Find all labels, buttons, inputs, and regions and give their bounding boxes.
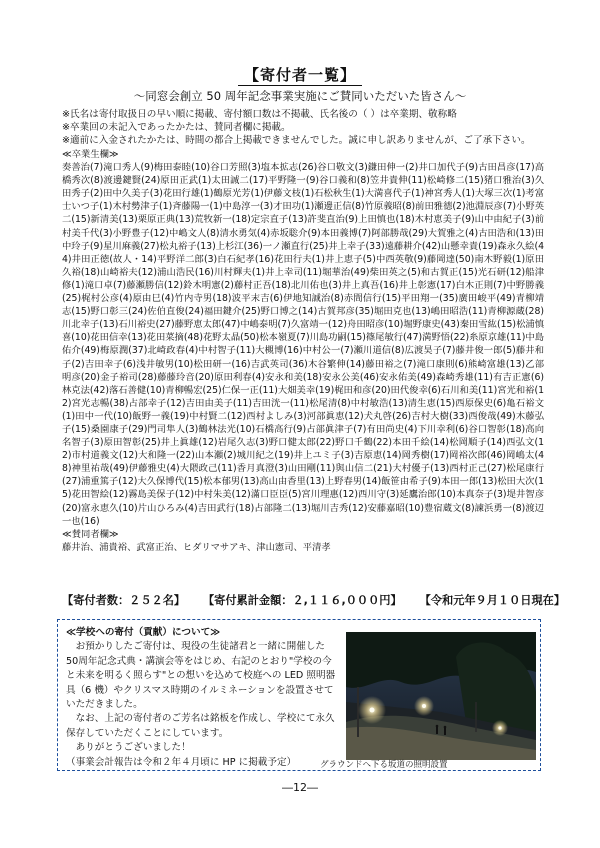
contribution-paragraph: なお、上記の寄付者のご芳名は銘板を作成し、学校にて永久保存していただくことにしています。 <box>66 713 335 739</box>
notes <box>62 108 562 147</box>
supporters-heading: ≪賛同者欄≫ <box>62 528 119 540</box>
note-line: ※適前に入金されたかたは、時間の都合上掲載できませんでした。誠に申し訳ありませんが、ご了承下さい。 <box>62 135 531 146</box>
page-title: 【寄付者一覧】 <box>238 64 362 86</box>
donation-amount: 【寄付累計金額：２,１１６,０００円】 <box>202 594 402 607</box>
page-subtitle: ～同窓会創立 50 周年記念事業実施にご賛同いただいた皆さん～ <box>133 89 467 103</box>
page-number: ―12― <box>282 781 318 794</box>
led-lights-photo <box>346 632 536 760</box>
photo-caption: グラウンドへ下る坂道の照明設置 <box>320 760 448 770</box>
graduates-heading: ≪卒業生欄≫ <box>62 149 119 160</box>
thanks-line: ありがとうございました！ <box>75 742 191 754</box>
contribution-box <box>57 619 541 771</box>
note-line: ※氏名は寄付取扱日の早い順に掲載、寄付額口数は不掲載、氏名後の（ ）は卒業期、敬称略 <box>62 109 457 120</box>
contribution-paragraph: お預かりしたご寄付は、現役の生徒諸君と一緒に開催した50周年記念式典・講演会等をはじめ、右記のとおり"学校の今と未来を明るく照らす"との想いを込めて校庭への LED 照明器具（6 機）やクリスマス時期のイルミネーションを設置させていただきました。 <box>66 641 336 711</box>
totals <box>62 592 566 608</box>
supporters-list: 藤井治、浦貴裕、武富正治、ヒダリマサアキ、津山憲司、平清孝 <box>62 541 331 553</box>
contribution-title: ≪学校への寄付（貢献）について≫ <box>66 627 221 638</box>
donor-count: 【寄付者数：２５２名】 <box>62 594 186 607</box>
graduates-list: 奏善治(7)滝口秀人(9)梅田泰睦(10)谷口芳照(3)塩本拡志(26)谷口敬文(3)鎌田伸一(2)井口加代子(9)古田昌彦(17)高橋秀次(8)渡邊鍵賢(24)原田正武(1)太田誠二(17)平野隆一(9)谷口義和(8)笠井貴伸(11)松崎修二(15)猪口雅治(3)久田秀子(2)田中久美子(3)花田行雄(1)鶴原光芳(1)伊藤文枝(1)石松秋生(1)大満喜代子(1)神宮秀人(1)大塚三次(1)考富士いつ子(1)木村勢津子(1)斉藤陽一(1)中島淳一(3)才田功(1)瀬邊正信(8)竹原義昭(8)前田雅德(2)池淵辰彦(7)小野英二(15)新清美(13)栗原正典(13)荒牧新一(18)定宗直子(13)許斐直治(9)上田慎也(18)木村恵美子(9)山中由紀子(3)前村美千代(3)小野豊子(12)中嶋文人(8)清水勇気(4)赤坂聡介(9)本田義博(7)阿部勝哉(29)大賀雅之(4)古田浩和(13)田中玲子(9)星川麻義(27)松丸裕子(13)上杉江(36)一ノ瀬直行(25)井上幸子(33)遠藤耕介(42)山懸幸貴(19)森永久絵(44)井田正徳(故人・14)平野洋二郎(3)白石紀孝(16)花田行夫(1)井上恵子(5)中西英敬(9)藤岡達(50)南木野毅(1)原田久裕(18)山崎裕夫(12)浦山浩民(16)川村輝夫(1)井上幸司(11)堀華治(49)柴田英之(5)和古賀正(15)光石研(12)船津修(1)滝口卓(7)藤瀬勝信(12)鈴木明憲(2)藤村正吾(18)北川佑也(3)井上真吾(16)井上彰憲(17)白木正則(7)中野勝義(25)梶村公彦(4)原由巳(4)竹内寺男(18)波平末吉(6)伊地知誠治(8)赤間信行(15)平田翔一(35)廣田峻平(49)青柳靖志(15)野口彰三(24)佐伯直俊(24)福田鍵介(25)野口博之(14)古賀邦彦(35)堀田克也(13)嶋田昭浩(11)青柳源蔵(28)川北幸子(13)石川裕史(27)藤野恵太郎(47)中嶋泰明(7)久富靖一(12)舟田昭彦(10)堀野康史(43)秦田雪紘(15)松浦慎喜(10)花田信幸(13)花田菜摘(48)花野太晶(50)松本嶺夏(7)川島功嗣(15)篠尾敏行(47)満野悟(22)糸原京雄(11)中島佑介(49)梅原潤(37)北崎政春(4)中村智子(11)大槻博(16)中村公一(7)瀬川道信(8)広渡昊子(7)藤井俊一郎(5)藤井和子(2)吉田幸子(6)浅井敏男(10)松田研一(16)吉武英司(36)木谷繁伸(14)藤田裕之(7)滝口康則(6)熊崎富雄(13)乙部明彦(20)金子裕司(28)藤藤玲音(20)原田利春(4)安永和美(18)安永公美(46)安永佑美(49)森崎秀雄(11)有吉正憲(6)林克法(42)落石善健(10)青柳暢宏(25)仁保一正(11)大畑美幸(19)梶田和彦(20)田代俊幸(6)石川和美(11)宮光和裕(12)宮光志暢(38)占部幸子(12)吉田由美子(11)吉田洸一(11)松尾清(8)中村敏浩(13)清生恵(15)西原保史(6)亀石裕文(1)田中一代(10)飯野一義(19)中村賢二(12)西村よしみ(3)河部眞恵(12)犬丸啓(26)吉村大樹(33)西俊哉(49)木藤弘子(15)桑園康子(29)門司隼人(3)鶴林法光(10)石橋高行(9)占部眞津子(7)有田尚史(4)下川幸利(6)谷口智彰(18)高向名智子(3)原田智彰(25)井上眞雄(12)岩尾久志(3)野口健太郎(22)野口千鶴(22)本田千絵(14)松岡順子(14)西弘文(12)市村道義文(12)大和隆一(22)山本瀬(2)城川紀之(19)井上ユミ子(3)吉原恵(14)岡秀樹(17)岡裕次郎(46)岡嶋太(48)神里祐哉(49)伊藤雅史(4)大隈政己(11)香月真澄(3)山田剛(11)與山信二(21)大村優子(13)西村正己(27)松尾康行(27)浦重篤子(12)大久保博代(15)松本郁男(13)高山由香里(13)上野春男(14)飯笹由希子(9)本田一郎(13)松田大次(15)花田智絵(12)霧島美保子(12)中村朱美(12)滿口臣臣(5)宮川理惠(12)西川守(3)延鷹治郎(10)本真奈子(3)堤井智彦(20)富永恵久(10)片山ひろみ(4)吉田武行(18)占部隆二(13)堀川吉秀(12)安藤嘉昭(10)豊宿蔵文(8)諫浜勇一(8)渡辺一也(16) <box>62 162 544 527</box>
title-wrap <box>0 64 600 86</box>
report-note: （事業会計報告は令和２年４月頃に HP に掲載予定） <box>66 756 297 768</box>
note-line: ※卒業回の未記入であったかたは、賛同者欄に掲載。 <box>62 122 291 133</box>
as-of-date: 【令和元年９月１０日現在】 <box>419 594 566 607</box>
donor-list <box>62 148 544 554</box>
contribution-text <box>66 626 336 770</box>
